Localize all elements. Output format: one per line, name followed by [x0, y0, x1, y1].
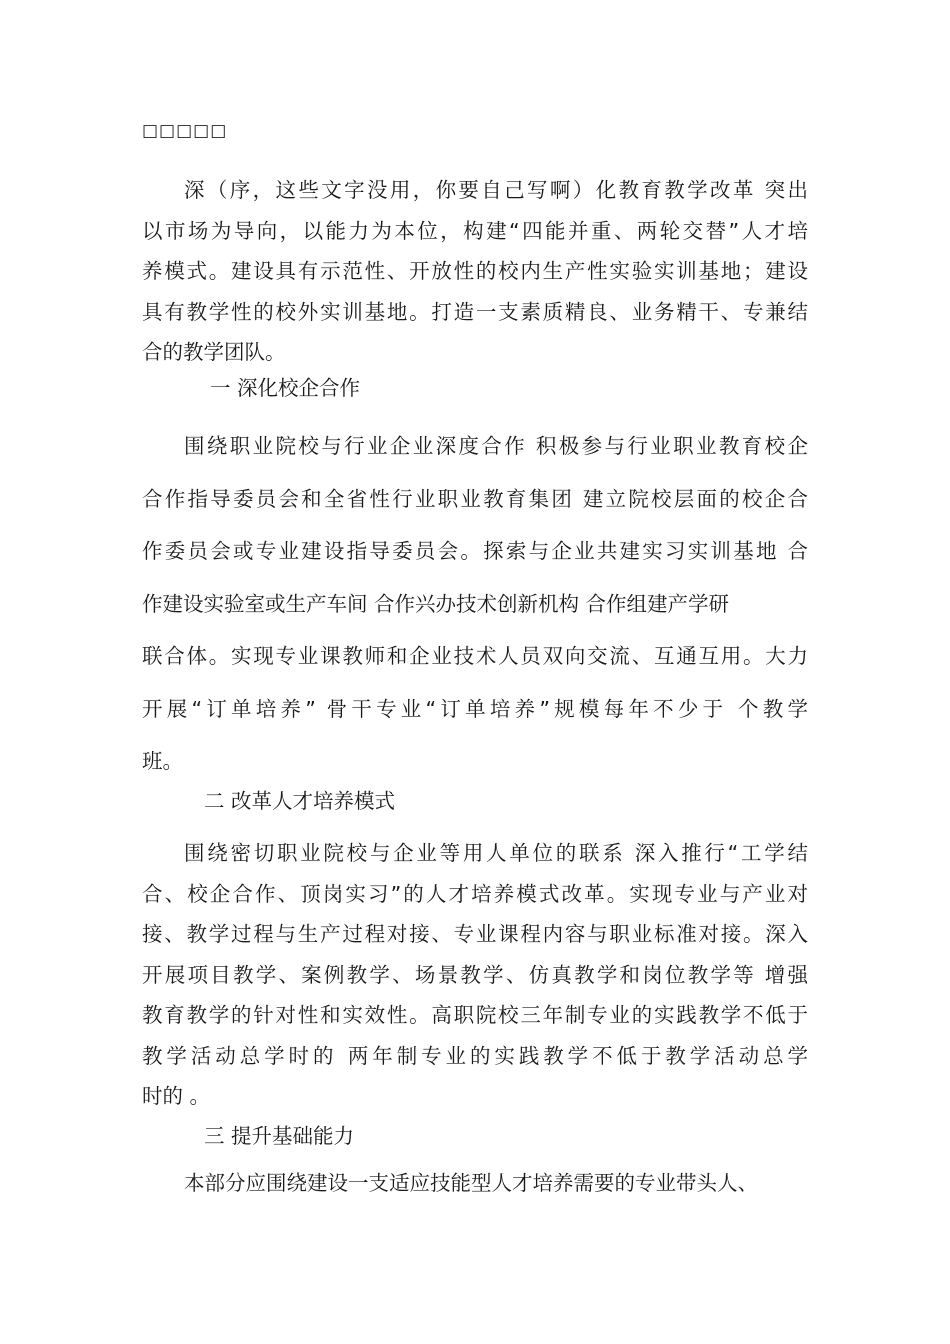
- paragraph-line: 作委员会或专业建设指导委员会。探索与企业共建实习实训基地 合: [142, 539, 808, 563]
- paragraph-training-model: [142, 833, 808, 1117]
- paragraph-line: 开展“订单培养” 骨干专业“订单培养”规模每年不少于 个教学: [142, 696, 808, 721]
- paragraph-line: 具有教学性的校外实训基地。打造一支素质精良、业务精干、专兼结: [142, 299, 808, 324]
- section-heading-2: 二 改革人才培养模式: [204, 789, 396, 813]
- paragraph-line: 深（序，这些文字没用，你要自己写啊）化教育教学改革 突出: [184, 178, 808, 202]
- paragraph-line: 合作指导委员会和全省性行业职业教育集团 建立院校层面的校企合: [142, 486, 808, 511]
- paragraph-school-enterprise: [142, 420, 808, 788]
- paragraph-line: 养模式。建设具有示范性、开放性的校内生产性实验实训基地；建设: [142, 259, 808, 283]
- paragraph-line: 开展项目教学、案例教学、场景教学、仿真教学和岗位教学等 增强: [142, 962, 808, 987]
- paragraph-line: 接、教学过程与生产过程对接、专业课程内容与职业标准对接。深入: [142, 922, 808, 946]
- paragraph-line: 作建设实验室或生产车间 合作兴办技术创新机构 合作组建产学研: [142, 591, 730, 616]
- section-heading-1: 一 深化校企合作: [210, 376, 361, 400]
- paragraph-line: 联合体。实现专业课教师和企业技术人员双向交流、互通互用。大力: [142, 644, 808, 668]
- paragraph-line: 时的 。: [142, 1084, 211, 1108]
- paragraph-line: 教育教学的针对性和实效性。高职院校三年制专业的实践教学不低于: [142, 1003, 808, 1027]
- paragraph-intro: [142, 170, 808, 373]
- paragraph-line: 教学活动总学时的 两年制专业的实践教学不低于教学活动总学: [142, 1043, 808, 1068]
- paragraph-basic-capacity: [142, 1163, 808, 1204]
- paragraph-line: 以市场为导向，以能力为本位，构建“四能并重、两轮交替”人才培: [142, 218, 808, 243]
- header-placeholder-glyphs: □□□□□: [142, 121, 228, 141]
- paragraph-line: 合、校企合作、顶岗实习”的人才培养模式改革。实现专业与产业对: [142, 881, 808, 906]
- paragraph-line: 合的教学团队。: [142, 340, 286, 364]
- paragraph-line: 本部分应围绕建设一支适应技能型人才培养需要的专业带头人、: [184, 1171, 758, 1195]
- paragraph-line: 围绕职业院校与行业企业深度合作 积极参与行业职业教育校企: [184, 434, 808, 458]
- paragraph-line: 围绕密切职业院校与企业等用人单位的联系 深入推行“工学结: [184, 841, 808, 865]
- paragraph-line: 班。: [142, 749, 183, 773]
- section-heading-3: 三 提升基础能力: [204, 1124, 355, 1148]
